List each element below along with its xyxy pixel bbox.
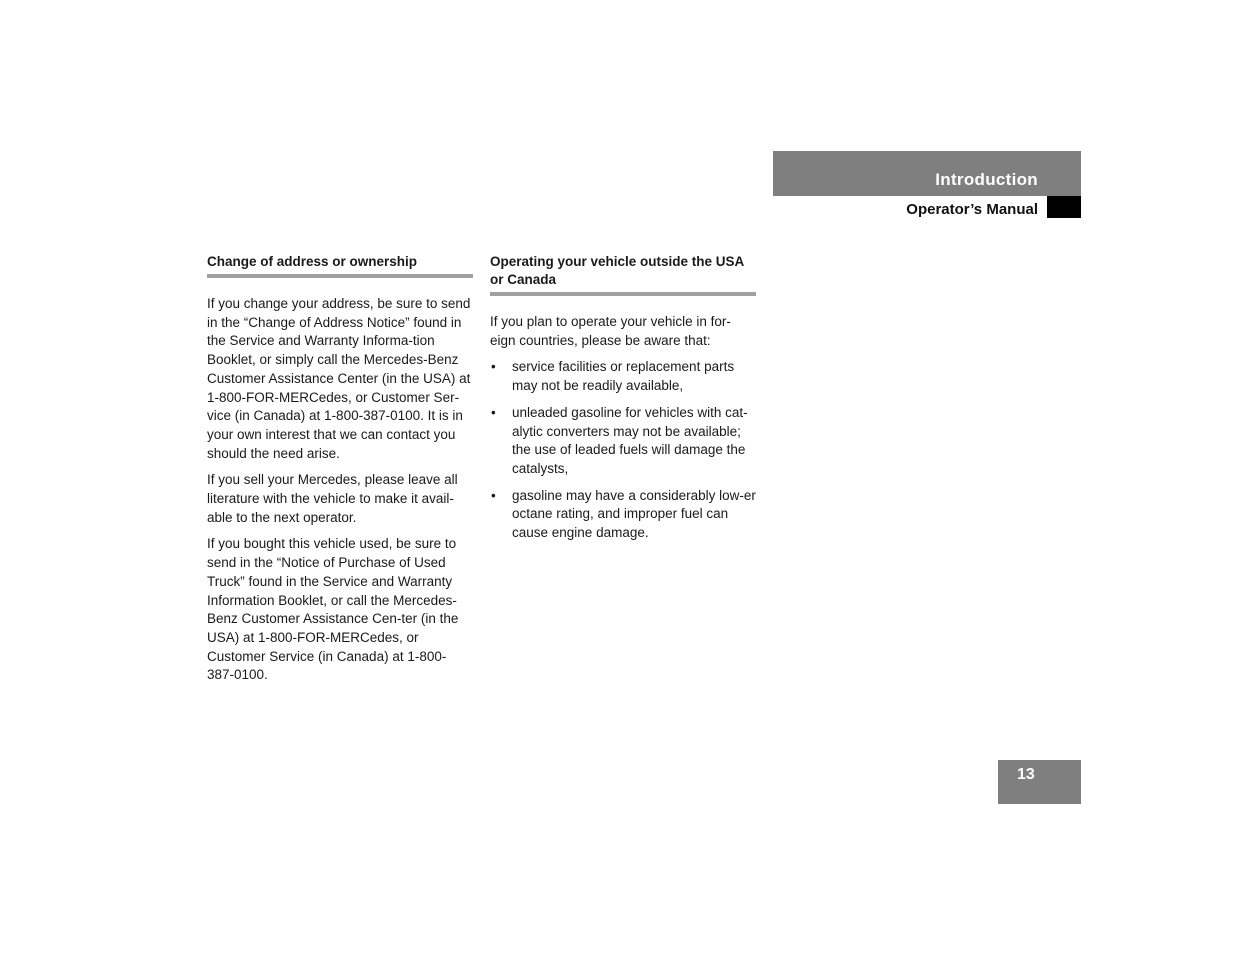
list-item-text: service facilities or replacement parts may not be readily available, bbox=[512, 359, 735, 394]
left-column bbox=[207, 253, 473, 693]
section-marker-box bbox=[1047, 196, 1081, 218]
bullet-icon: • bbox=[491, 404, 496, 420]
list-item-text: unleaded gasoline for vehicles with cat-alytic converters may not be available; the use of leaded fuels will damage the catalysts, bbox=[512, 404, 748, 476]
intro-paragraph: If you plan to operate your vehicle in for-eign countries, please be aware that: bbox=[490, 314, 731, 348]
paragraph: If you sell your Mercedes, please leave all literature with the vehicle to make it avail-able to the next operator. bbox=[207, 472, 458, 525]
operating-outside-usa-heading: Operating your vehicle outside the USA or Canada bbox=[490, 253, 756, 296]
bullet-list bbox=[490, 358, 756, 542]
list-item-text: gasoline may have a considerably low-er octane rating, and improper fuel can cause engine damage. bbox=[512, 487, 756, 541]
right-column bbox=[490, 253, 756, 551]
paragraph: If you bought this vehicle used, be sure to send in the “Notice of Purchase of Used Truck” found in the Service and Warranty Information Booklet, or call the Mercedes-Benz Customer Assistance Cen-ter (in the USA) at 1-800-FOR-MERCedes, or Customer Service (in Canada) at 1-800-387-0100. bbox=[207, 536, 459, 683]
list-item bbox=[490, 487, 756, 543]
page-number-box bbox=[998, 760, 1081, 804]
section-header bbox=[773, 196, 1081, 218]
bullet-icon: • bbox=[491, 359, 496, 375]
chapter-header-bar bbox=[773, 151, 1081, 196]
page-number: 13 bbox=[1017, 766, 1035, 783]
change-of-address-heading: Change of address or ownership bbox=[207, 253, 473, 278]
bullet-icon: • bbox=[491, 487, 496, 503]
list-item bbox=[490, 358, 756, 395]
section-title: Operator’s Manual bbox=[906, 201, 1038, 218]
list-item bbox=[490, 404, 756, 479]
paragraph: If you change your address, be sure to send in the “Change of Address Notice” found in the Service and Warranty Informa-tion Booklet, or simply call the Mercedes-Benz Customer Assistance Center (in the USA) at 1-800-FOR-MERCedes, or Customer Ser-vice (in Canada) at 1-800-387-0100. It is in your own interest that we can contact you should the need arise. bbox=[207, 296, 471, 461]
chapter-title: Introduction bbox=[935, 170, 1038, 189]
